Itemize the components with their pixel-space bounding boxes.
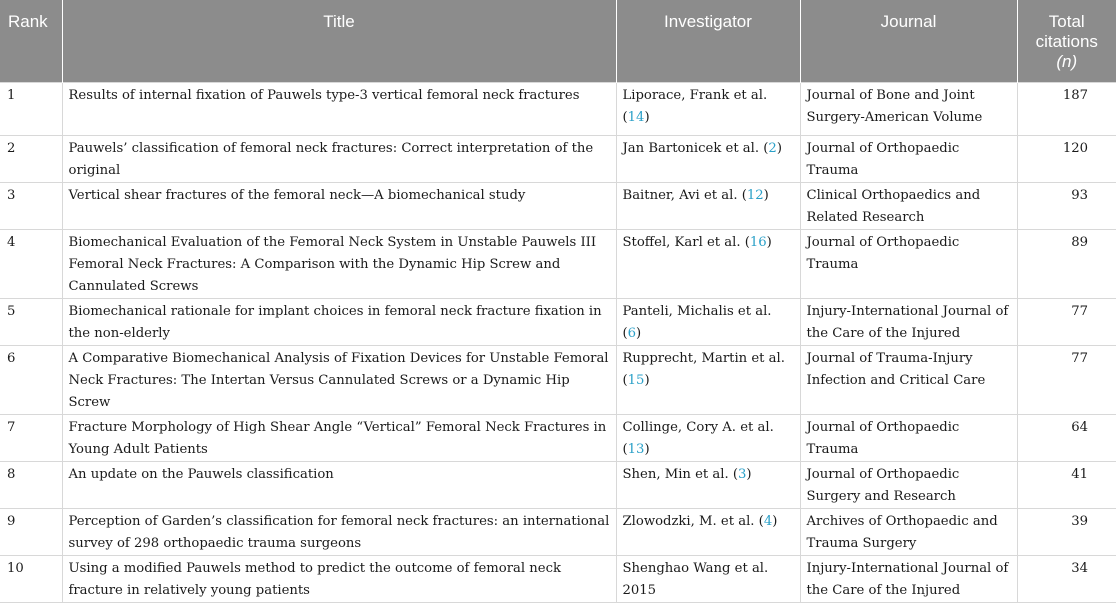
table-row — [0, 461, 1116, 508]
reference-close: ) — [644, 372, 650, 388]
title-cell — [62, 229, 616, 298]
journal-cell — [800, 345, 1017, 414]
reference-link[interactable]: 15 — [627, 372, 645, 388]
reference-link[interactable]: 3 — [738, 466, 747, 482]
investigator-cell — [616, 82, 800, 135]
investigator-value: Panteli, Michalis et al. ( — [622, 303, 772, 341]
title-value: A Comparative Biomechanical Analysis of Fixation Devices for Unstable Femoral Neck Fractures: The Intertan Versus Cannulated Screws or a Dynamic Hip Screw — [68, 350, 609, 410]
journal-cell — [800, 135, 1017, 182]
rank-cell — [0, 229, 62, 298]
journal-cell — [800, 229, 1017, 298]
investigator-value: Shenghao Wang et al. 2015 — [622, 560, 769, 598]
rank-value: 10 — [7, 560, 24, 576]
reference-link[interactable]: 14 — [627, 109, 645, 125]
header-citations-line1: Total — [1048, 12, 1085, 31]
journal-cell — [800, 182, 1017, 229]
header-citations-n: (n) — [1056, 52, 1078, 71]
journal-value: Injury-International Journal of the Care of the Injured — [806, 560, 1009, 598]
citations-value: 89 — [1071, 234, 1088, 250]
title-cell — [62, 555, 616, 602]
citations-cell — [1017, 555, 1116, 602]
title-value: Fracture Morphology of High Shear Angle “Vertical” Femoral Neck Fractures in Young Adult Patients — [68, 419, 607, 457]
title-value: Results of internal fixation of Pauwels type-3 vertical femoral neck fractures — [68, 87, 580, 103]
rank-cell — [0, 461, 62, 508]
table-row — [0, 508, 1116, 555]
reference-close: ) — [746, 466, 752, 482]
journal-cell — [800, 461, 1017, 508]
citations-cell — [1017, 414, 1116, 461]
citations-value: 64 — [1071, 419, 1088, 435]
journal-value: Journal of Orthopaedic Trauma — [806, 419, 960, 457]
title-value: Pauwels’ classification of femoral neck fractures: Correct interpretation of the original — [68, 140, 594, 178]
investigator-cell — [616, 508, 800, 555]
header-title: Title — [62, 0, 616, 82]
citations-value: 39 — [1071, 513, 1088, 529]
reference-link[interactable]: 2 — [768, 140, 777, 156]
rank-value: 5 — [7, 303, 16, 319]
header-journal: Journal — [800, 0, 1017, 82]
citations-value: 120 — [1062, 140, 1088, 156]
title-cell — [62, 182, 616, 229]
investigator-value: Shen, Min et al. ( — [622, 466, 739, 482]
header-rank: Rank — [0, 0, 62, 82]
reference-close: ) — [763, 187, 769, 203]
citations-cell — [1017, 182, 1116, 229]
citations-cell — [1017, 298, 1116, 345]
title-value: An update on the Pauwels classification — [68, 466, 334, 482]
investigator-cell — [616, 229, 800, 298]
table-row — [0, 345, 1116, 414]
reference-link[interactable]: 4 — [763, 513, 773, 529]
rank-cell — [0, 298, 62, 345]
rank-value: 3 — [7, 187, 16, 203]
table-row — [0, 182, 1116, 229]
table-row — [0, 82, 1116, 135]
investigator-value: Jan Bartonicek et al. ( — [622, 140, 769, 156]
reference-link[interactable]: 13 — [627, 441, 645, 457]
citations-cell — [1017, 508, 1116, 555]
citations-cell — [1017, 82, 1116, 135]
table-row — [0, 229, 1116, 298]
header-total-citations — [1017, 0, 1116, 82]
reference-link[interactable]: 16 — [749, 234, 767, 250]
rank-value: 1 — [7, 87, 16, 103]
header-citations-line2: citations — [1035, 32, 1098, 51]
journal-cell — [800, 414, 1017, 461]
journal-value: Journal of Orthopaedic Surgery and Research — [806, 466, 960, 504]
reference-close: ) — [776, 140, 782, 156]
citations-value: 187 — [1062, 87, 1088, 103]
table-row — [0, 414, 1116, 461]
table-body — [0, 82, 1116, 602]
table-row — [0, 555, 1116, 602]
rank-value: 7 — [7, 419, 16, 435]
journal-value: Clinical Orthopaedics and Related Research — [806, 187, 981, 225]
investigator-value: Collinge, Cory A. et al. ( — [622, 419, 774, 457]
title-value: Biomechanical Evaluation of the Femoral Neck System in Unstable Pauwels III Femoral Neck Fractures: A Comparison with the Dynamic Hip Screw and Cannulated Screws — [68, 234, 597, 294]
investigator-cell — [616, 135, 800, 182]
title-cell — [62, 508, 616, 555]
investigator-value: Liporace, Frank et al. ( — [622, 87, 768, 125]
reference-link[interactable]: 6 — [627, 325, 637, 341]
table-header — [0, 0, 1116, 82]
reference-link[interactable]: 12 — [746, 187, 764, 203]
investigator-value: Zlowodzki, M. et al. ( — [622, 513, 764, 529]
rank-cell — [0, 82, 62, 135]
table-row — [0, 135, 1116, 182]
journal-cell — [800, 82, 1017, 135]
investigator-cell — [616, 414, 800, 461]
reference-close: ) — [766, 234, 772, 250]
citations-cell — [1017, 345, 1116, 414]
citations-value: 93 — [1071, 187, 1088, 203]
journal-value: Journal of Trauma-Injury Infection and Critical Care — [806, 350, 986, 388]
reference-close: ) — [772, 513, 778, 529]
journal-value: Journal of Bone and Joint Surgery-American Volume — [806, 87, 983, 125]
title-value: Using a modified Pauwels method to predict the outcome of femoral neck fracture in relatively young patients — [68, 560, 561, 598]
rank-value: 2 — [7, 140, 16, 156]
rank-value: 8 — [7, 466, 16, 482]
citations-value: 77 — [1071, 350, 1088, 366]
journal-value: Journal of Orthopaedic Trauma — [806, 140, 960, 178]
rank-cell — [0, 182, 62, 229]
journal-value: Archives of Orthopaedic and Trauma Surgery — [806, 513, 998, 551]
investigator-cell — [616, 555, 800, 602]
rank-value: 6 — [7, 350, 16, 366]
journal-value: Injury-International Journal of the Care of the Injured — [806, 303, 1009, 341]
header-investigator: Investigator — [616, 0, 800, 82]
title-cell — [62, 461, 616, 508]
journal-value: Journal of Orthopaedic Trauma — [806, 234, 960, 272]
investigator-cell — [616, 461, 800, 508]
investigator-cell — [616, 182, 800, 229]
rank-cell — [0, 414, 62, 461]
reference-close: ) — [644, 109, 650, 125]
journal-cell — [800, 298, 1017, 345]
rank-cell — [0, 135, 62, 182]
title-cell — [62, 414, 616, 461]
investigator-cell — [616, 345, 800, 414]
rank-value: 4 — [7, 234, 16, 250]
title-value: Perception of Garden’s classification for femoral neck fractures: an international survey of 298 orthopaedic trauma surgeons — [68, 513, 610, 551]
journal-cell — [800, 555, 1017, 602]
citations-cell — [1017, 229, 1116, 298]
investigator-value: Rupprecht, Martin et al. ( — [622, 350, 785, 388]
citations-cell — [1017, 135, 1116, 182]
investigator-value: Stoffel, Karl et al. ( — [622, 234, 750, 250]
rank-cell — [0, 555, 62, 602]
citations-value: 41 — [1071, 466, 1088, 482]
title-cell — [62, 298, 616, 345]
citations-value: 77 — [1071, 303, 1088, 319]
rank-value: 9 — [7, 513, 16, 529]
reference-close: ) — [644, 441, 650, 457]
reference-close: ) — [636, 325, 642, 341]
rank-cell — [0, 508, 62, 555]
citations-value: 34 — [1071, 560, 1088, 576]
investigator-cell — [616, 298, 800, 345]
title-cell — [62, 82, 616, 135]
title-cell — [62, 135, 616, 182]
journal-cell — [800, 508, 1017, 555]
rank-cell — [0, 345, 62, 414]
title-value: Biomechanical rationale for implant choices in femoral neck fracture fixation in the non-elderly — [68, 303, 602, 341]
title-cell — [62, 345, 616, 414]
title-value: Vertical shear fractures of the femoral neck—A biomechanical study — [68, 187, 526, 203]
table-row — [0, 298, 1116, 345]
citations-cell — [1017, 461, 1116, 508]
investigator-value: Baitner, Avi et al. ( — [622, 187, 747, 203]
